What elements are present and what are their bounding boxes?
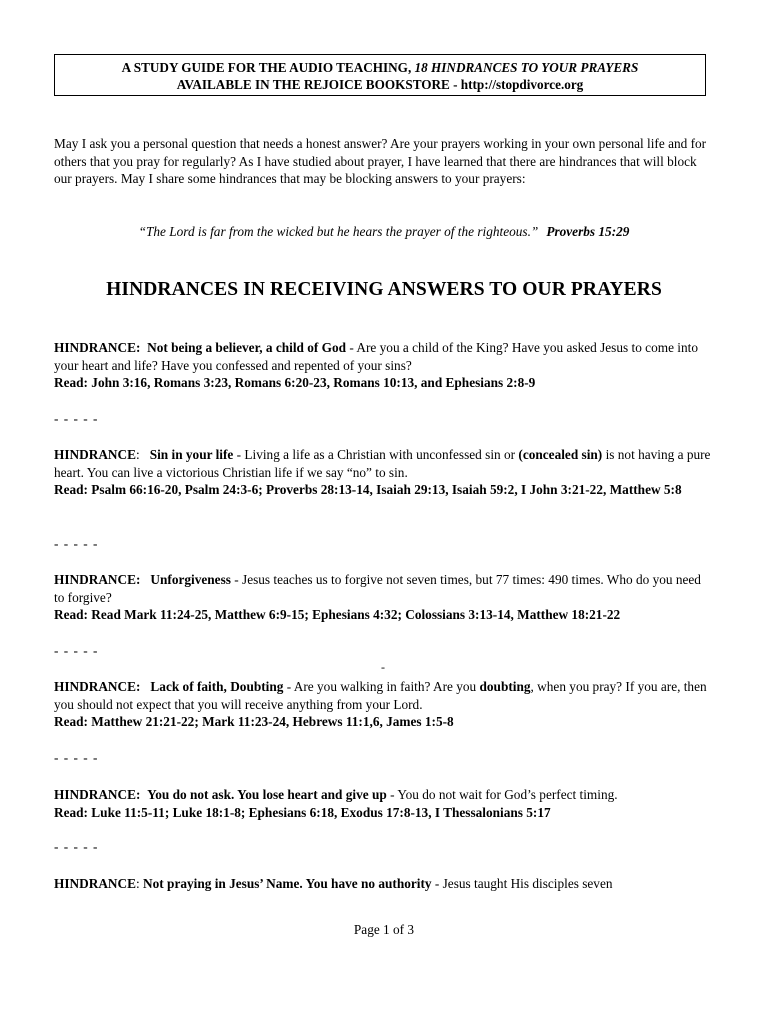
header-line-2: AVAILABLE IN THE REJOICE BOOKSTORE - http://stopdivorce.org: [176, 77, 584, 92]
hindrance-label: HINDRANCE:: [54, 679, 141, 694]
hindrance-title: Sin in your life: [149, 447, 234, 462]
hindrance-read: Read: John 3:16, Romans 3:23, Romans 6:20-23, Romans 10:13, and Ephesians 2:8-9: [54, 375, 536, 390]
page-number: Page 1 of 3: [353, 922, 415, 937]
hindrance-label: HINDRANCE:: [54, 340, 141, 355]
hindrance-read: Read: Read Mark 11:24-25, Matthew 6:9-15; Ephesians 4:32; Colossians 3:13-14, Matthew 18:21-22: [54, 607, 621, 622]
hindrance-6: HINDRANCE: Not praying in Jesus’ Name. You have no authority - Jesus taught His disciples seven: [54, 876, 613, 891]
hindrance-1: [54, 339, 714, 392]
separator: - - - - -: [54, 750, 99, 765]
stray-mark: -: [381, 660, 385, 674]
hindrance-title: Not being a believer, a child of God: [147, 340, 347, 355]
hindrance-read: Read: Psalm 66:16-20, Psalm 24:3-6; Proverbs 28:13-14, Isaiah 29:13, Isaiah 59:2, I John 3:21-22, Matthew 5:8: [54, 482, 682, 497]
hindrance-emphasis: doubting: [479, 679, 531, 694]
hindrance-label: HINDRANCE: [54, 447, 137, 462]
quote-text: “The Lord is far from the wicked but he hears the prayer of the righteous.”: [138, 224, 539, 239]
hindrance-text: - Jesus teaches us to forgive not seven times, but 77 times: 490 times. Who do you need to forgive?: [54, 572, 701, 605]
hindrance-title: You do not ask. You lose heart and give up: [147, 787, 387, 802]
main-heading: HINDRANCES IN RECEIVING ANSWERS TO OUR PRAYERS: [106, 279, 662, 300]
separator: - - - - -: [54, 536, 99, 551]
study-guide-header: [54, 54, 706, 96]
teaching-title: 18 HINDRANCES TO YOUR PRAYERS: [414, 60, 639, 75]
hindrance-label: HINDRANCE: [54, 876, 137, 891]
hindrance-4: HINDRANCE: Lack of faith, Doubting - Are you walking in faith? Are you doubting, when you pray? If you are, then you should not expect that you will receive anything from your Lord. Read: Matthew 21:21-22; Mark 11:23-24, Hebrews 11:1,6, James 1:5-8: [54, 679, 707, 729]
separator: - - - - -: [54, 839, 99, 854]
hindrance-2: HINDRANCE: Sin in your life - Living a life as a Christian with unconfessed sin or (concealed sin) is not having a pure heart. You can live a victorious Christian life if we say “no” to sin. Read: Psalm 66:16-20, Psalm 24:3-6; Proverbs 28:13-14, Isaiah 29:13, Isaiah 59:2, I John 3:21-22, Matthew 5:8: [54, 447, 711, 497]
quote-reference: Proverbs 15:29: [546, 224, 630, 239]
scripture-quote: [54, 224, 714, 240]
hindrance-read: Read: Matthew 21:21-22; Mark 11:23-24, Hebrews 11:1,6, James 1:5-8: [54, 714, 454, 729]
hindrance-title: Lack of faith, Doubting: [150, 679, 284, 694]
hindrance-text: - Jesus taught His disciples seven: [431, 876, 613, 891]
hindrance-title: Unforgiveness: [150, 572, 231, 587]
separator: - - - - -: [54, 643, 99, 658]
hindrance-emphasis: (concealed sin): [518, 447, 603, 462]
intro-paragraph: May I ask you a personal question that needs a honest answer? Are your prayers working in your own personal life and for others that you pray for regularly? As I have studied about prayer, I have learned that there are hindrances that will block our prayers. May I share some hindrances that may be blocking answers to your prayers:: [54, 136, 707, 186]
hindrance-title: Not praying in Jesus’ Name. You have no authority: [143, 876, 432, 891]
hindrance-label: HINDRANCE:: [54, 787, 141, 802]
header-line-1: A STUDY GUIDE FOR THE AUDIO TEACHING, 18 HINDRANCES TO YOUR PRAYERS: [121, 60, 639, 75]
hindrance-read: Read: Luke 11:5-11; Luke 18:1-8; Ephesians 6:18, Exodus 17:8-13, I Thessalonians 5:17: [54, 804, 551, 820]
hindrance-3: [54, 571, 714, 624]
hindrance-text: - You do not wait for God’s perfect timing.: [386, 787, 618, 802]
hindrance-text: - Are you a child of the King? Have you asked Jesus to come into your heart and life? Have you confessed and repented of your sins?: [54, 340, 698, 373]
hindrance-label: HINDRANCE:: [54, 572, 141, 587]
hindrance-5: [54, 786, 714, 821]
separator: - - - - -: [54, 411, 99, 426]
